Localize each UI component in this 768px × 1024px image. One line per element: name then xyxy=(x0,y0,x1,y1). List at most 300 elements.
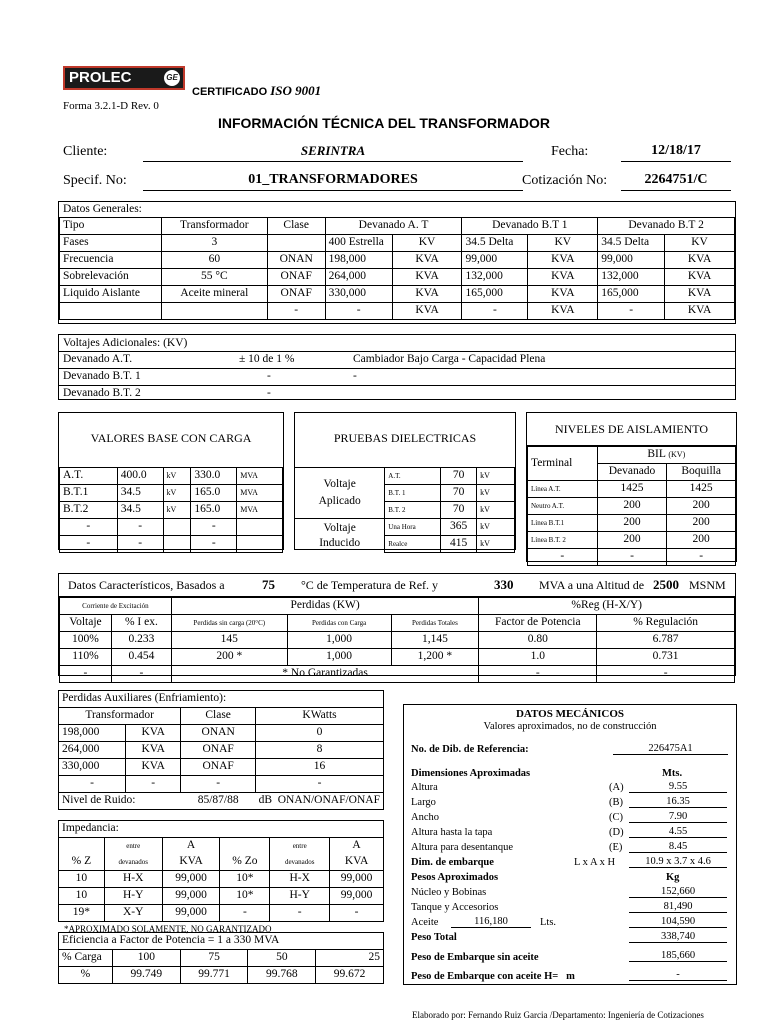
niveles-aislamiento-section xyxy=(526,412,737,562)
dim-row-label: Altura para desentanque xyxy=(411,842,514,853)
table-cell: KVA xyxy=(126,725,181,742)
valores-base-section xyxy=(58,412,284,550)
table-header: KVA xyxy=(330,854,384,871)
table-row xyxy=(60,666,735,683)
table-cell: 200 * xyxy=(171,649,287,666)
table-cell: Línea B.T.1 xyxy=(528,515,598,532)
table-cell: Devanado B.T. 1 xyxy=(63,370,141,382)
table-header-row xyxy=(60,598,735,615)
table-cell: - xyxy=(270,905,330,922)
eficiencia-title: Eficiencia a Factor de Potencia = 1 a 330 MVA xyxy=(59,933,384,950)
table-cell: 0.233 xyxy=(111,632,171,649)
ge-logo-icon: GE xyxy=(164,70,180,86)
table-cell: 0.731 xyxy=(597,649,735,666)
table-cell: - xyxy=(267,370,271,382)
table-cell: Liquido Aislante xyxy=(60,286,162,303)
table-cell: ONAF xyxy=(181,742,256,759)
table-header: KWatts xyxy=(256,708,384,725)
table-cell: 200 xyxy=(597,498,667,515)
altitud-value: 2500 xyxy=(653,577,679,592)
table-cell: KVA xyxy=(528,269,598,286)
con-aceite-value: - xyxy=(629,969,727,981)
datos-caracteristicos-section xyxy=(58,573,736,680)
table-header: KVA xyxy=(162,854,220,871)
table-cell: 1,145 xyxy=(391,632,479,649)
table-cell: Cambiador Bajo Carga - Capacidad Plena xyxy=(353,353,546,365)
table-cell: H-Y xyxy=(104,888,162,905)
table-row xyxy=(295,519,515,536)
impedancia-note: *APROXIMADO SOLAMENTE, NO GARANTIZADO xyxy=(64,924,272,934)
table-row xyxy=(60,286,735,303)
table-cell: - xyxy=(191,536,237,553)
mva-value: 330 xyxy=(494,577,514,592)
table-header: %Reg (H-X/Y) xyxy=(479,598,735,615)
table-header-row xyxy=(59,708,384,725)
dim-row-code: (B) xyxy=(609,797,623,808)
aceite-lts-value: 116,180 xyxy=(451,916,531,928)
table-cell: Sobrelevación xyxy=(60,269,162,286)
mts-label: Mts. xyxy=(662,768,683,779)
pesos-label: Pesos Aproximados xyxy=(411,872,499,883)
table-cell: 70 xyxy=(441,502,477,519)
dim-row-code: (C) xyxy=(609,812,623,823)
table-cell: - xyxy=(528,549,598,566)
table-cell: - xyxy=(117,519,163,536)
table-cell: KVA xyxy=(392,286,462,303)
peso-row-label: Tanque y Accesorios xyxy=(411,902,499,913)
cliente-value: SERINTRA xyxy=(143,143,523,162)
table-header xyxy=(59,838,105,855)
table-row xyxy=(528,498,736,515)
table-cell: KVA xyxy=(665,269,735,286)
table-cell: kV xyxy=(163,468,191,485)
table-row xyxy=(59,352,735,369)
table-cell: Línea A.T. xyxy=(528,481,598,498)
table-row xyxy=(59,821,384,838)
table-cell: 198,000 xyxy=(59,725,126,742)
table-cell: 99,000 xyxy=(162,871,220,888)
table-cell: 10* xyxy=(220,888,270,905)
table-cell: ± 10 de 1 % xyxy=(239,353,295,365)
table-cell: 1425 xyxy=(667,481,736,498)
table-cell: KVA xyxy=(392,303,462,320)
table-cell: kV xyxy=(477,468,515,485)
caracteristicos-title: Datos Característicos, Basados a xyxy=(68,578,225,592)
label-line: Voltaje xyxy=(323,478,356,490)
table-cell: KVA xyxy=(528,303,598,320)
table-cell: 1,000 xyxy=(287,649,391,666)
dim-label: Dimensiones Aproximadas xyxy=(411,768,531,779)
table-cell: Frecuencia xyxy=(60,252,162,269)
table-row xyxy=(528,532,736,549)
table-cell: - xyxy=(111,666,171,683)
table-cell: 145 xyxy=(171,632,287,649)
table-header: Corriente de Excitación xyxy=(60,598,172,615)
table-cell: - xyxy=(267,387,271,399)
label-line: Inducido xyxy=(319,536,361,549)
table-cell: 100% xyxy=(60,632,112,649)
table-cell xyxy=(163,519,191,536)
table-header: Clase xyxy=(267,218,325,235)
table-header-row xyxy=(59,854,384,871)
mecanicos-title: DATOS MECÁNICOS xyxy=(515,708,625,720)
datos-generales-title: Datos Generales: xyxy=(63,203,142,215)
table-cell: 330.0 xyxy=(191,468,237,485)
table-cell: X-Y xyxy=(104,905,162,922)
ruido-unit: dB xyxy=(258,794,272,807)
table-cell: Una Hora xyxy=(385,519,441,536)
table-header: Clase xyxy=(181,708,256,725)
voltaje-inducido-label xyxy=(295,519,385,553)
table-header: Devanado B.T 1 xyxy=(462,218,598,235)
table-header: Factor de Potencia xyxy=(479,615,597,632)
table-cell: Neutro A.T. xyxy=(528,498,598,515)
table-cell: 365 xyxy=(441,519,477,536)
cliente-label: Cliente: xyxy=(63,144,108,159)
dim-row-value: 16.35 xyxy=(629,796,727,808)
table-cell: 60 xyxy=(161,252,267,269)
table-cell: ONAN xyxy=(267,252,325,269)
table-cell: ONAF xyxy=(267,286,325,303)
table-cell: - xyxy=(598,303,665,320)
table-cell xyxy=(237,536,283,553)
dim-row-value: 9.55 xyxy=(629,781,727,793)
temp-value: 75 xyxy=(262,577,275,592)
ruido-label: Nivel de Ruido: xyxy=(59,793,181,810)
table-row xyxy=(60,536,283,553)
table-cell: 264,000 xyxy=(59,742,126,759)
caracteristicos-table xyxy=(59,597,735,683)
table-cell: 415 xyxy=(441,536,477,553)
table-row xyxy=(60,235,735,252)
table-cell: - xyxy=(353,370,357,382)
dim-row-value: 7.90 xyxy=(629,811,727,823)
pruebas-dielectricas-section xyxy=(294,412,516,550)
table-cell: 200 xyxy=(597,515,667,532)
table-cell: 132,000 xyxy=(598,269,665,286)
table-row xyxy=(60,252,735,269)
table-cell: 10 xyxy=(59,888,105,905)
table-cell: H-X xyxy=(104,871,162,888)
table-cell: 34.5 Delta xyxy=(598,235,665,252)
table-cell: - xyxy=(597,666,735,683)
table-row xyxy=(60,632,735,649)
table-cell: 1,000 xyxy=(287,632,391,649)
table-cell: 34.5 xyxy=(117,502,163,519)
table-header: entre xyxy=(104,838,162,855)
table-header: A xyxy=(162,838,220,855)
table-cell: 330,000 xyxy=(59,759,126,776)
table-row xyxy=(59,950,384,967)
table-cell: 165,000 xyxy=(598,286,665,303)
table-cell xyxy=(60,303,162,320)
table-row xyxy=(59,871,384,888)
dim-row-label: Altura xyxy=(411,782,438,793)
table-cell: B.T. 1 xyxy=(385,485,441,502)
peso-row-value: 152,660 xyxy=(629,886,727,898)
prolec-logo xyxy=(63,66,185,90)
table-header: A xyxy=(330,838,384,855)
ruido-class: ONAN/ONAF/ONAF xyxy=(277,794,380,807)
con-aceite-label xyxy=(411,971,575,982)
table-header-row xyxy=(59,838,384,855)
datos-generales-section xyxy=(58,201,736,324)
table-cell: KVA xyxy=(528,252,598,269)
table-cell: * No Garantizadas xyxy=(171,666,479,683)
bil-text: BIL xyxy=(647,448,666,461)
impedancia-title: Impedancia: xyxy=(59,821,384,838)
table-row xyxy=(59,759,384,776)
table-cell: Aceite mineral xyxy=(161,286,267,303)
ruido-value: 85/87/88 xyxy=(181,793,256,810)
table-cell: 400.0 xyxy=(117,468,163,485)
table-cell: 34.5 xyxy=(117,485,163,502)
table-row xyxy=(60,485,283,502)
table-cell xyxy=(161,303,267,320)
embarque-value: 10.9 x 3.7 x 4.6 xyxy=(629,856,727,868)
cotizacion-value: 2264751/C xyxy=(621,172,731,191)
table-row xyxy=(60,502,283,519)
table-cell: - xyxy=(267,303,325,320)
table-header: % I ex. xyxy=(111,615,171,632)
fecha-label: Fecha: xyxy=(551,144,589,159)
table-header: % Regulación xyxy=(597,615,735,632)
table-cell: KVA xyxy=(528,286,598,303)
auxiliares-title: Perdidas Auxiliares (Enfriamiento): xyxy=(59,691,384,708)
table-cell: kV xyxy=(163,485,191,502)
table-header: Devanado A. T xyxy=(325,218,462,235)
impedancia-section xyxy=(58,820,384,934)
dim-row-code: (E) xyxy=(609,842,623,853)
table-cell xyxy=(267,235,325,252)
table-header: % Z xyxy=(59,854,105,871)
table-cell: A.T. xyxy=(60,468,118,485)
bil-unit: (KV) xyxy=(668,450,686,460)
table-cell: 0 xyxy=(256,725,384,742)
table-cell: MVA xyxy=(237,502,283,519)
table-header: Voltaje xyxy=(60,615,112,632)
table-cell: 99,000 xyxy=(330,871,384,888)
table-cell: 100 xyxy=(112,950,180,967)
table-row xyxy=(59,386,735,402)
sin-aceite-label: Peso de Embarque sin aceite xyxy=(411,952,539,963)
dim-row-code: (A) xyxy=(609,782,624,793)
con-aceite-unit: m xyxy=(566,971,575,982)
table-header: Transformador xyxy=(59,708,181,725)
pruebas-table xyxy=(295,467,515,553)
fecha-value: 12/18/17 xyxy=(621,143,731,162)
table-cell: 200 xyxy=(667,498,736,515)
table-cell: 165.0 xyxy=(191,485,237,502)
table-cell: 1,200 * xyxy=(391,649,479,666)
total-value: 338,740 xyxy=(629,931,727,943)
impedancia-table xyxy=(58,820,384,922)
table-cell: - xyxy=(126,776,181,793)
table-cell: kV xyxy=(163,502,191,519)
aceite-kg-value: 104,590 xyxy=(629,916,727,928)
table-row xyxy=(295,468,515,485)
table-header: Perdidas con Carga xyxy=(287,615,391,632)
table-cell: - xyxy=(59,776,126,793)
table-header xyxy=(220,838,270,855)
table-cell: - xyxy=(479,666,597,683)
table-row xyxy=(60,649,735,666)
table-cell: 6.787 xyxy=(597,632,735,649)
table-cell: 200 xyxy=(597,532,667,549)
caracteristicos-title: °C de Temperatura de Ref. y xyxy=(301,578,439,592)
carga-label: % Carga xyxy=(59,950,113,967)
embarque-formula: L x A x H xyxy=(574,857,616,868)
table-cell: 264,000 xyxy=(325,269,392,286)
dim-row-code: (D) xyxy=(609,827,624,838)
table-row xyxy=(60,303,735,320)
table-cell: 1425 xyxy=(597,481,667,498)
table-row xyxy=(60,519,283,536)
table-cell: 50 xyxy=(248,950,316,967)
table-cell: 55 °C xyxy=(161,269,267,286)
datos-mecanicos-section xyxy=(403,704,737,985)
table-header-row xyxy=(60,615,735,632)
table-cell: 99.672 xyxy=(316,967,384,984)
table-cell: 70 xyxy=(441,485,477,502)
table-cell: - xyxy=(256,776,384,793)
table-cell: KVA xyxy=(665,252,735,269)
label-line: Aplicado xyxy=(318,495,361,507)
table-cell: 165,000 xyxy=(462,286,528,303)
perdidas-auxiliares-section xyxy=(58,690,384,810)
table-cell: 16 xyxy=(256,759,384,776)
table-cell: 0.80 xyxy=(479,632,597,649)
table-cell: - xyxy=(330,905,384,922)
table-row xyxy=(59,369,735,386)
table-cell: 10 xyxy=(59,871,105,888)
table-cell: kV xyxy=(477,536,515,553)
table-row xyxy=(60,468,283,485)
certificado-text: CERTIFICADO xyxy=(192,86,268,98)
dim-row-label: Largo xyxy=(411,797,436,808)
table-cell: KV xyxy=(665,235,735,252)
forma-label: Forma 3.2.1-D Rev. 0 xyxy=(63,100,159,112)
table-row xyxy=(59,793,384,810)
table-cell: 198,000 xyxy=(325,252,392,269)
table-cell: 0.454 xyxy=(111,649,171,666)
table-row xyxy=(528,549,736,566)
table-cell: ONAF xyxy=(181,759,256,776)
table-cell: 25 xyxy=(316,950,384,967)
table-cell: kV xyxy=(477,519,515,536)
dib-label: No. de Dib. de Referencia: xyxy=(411,744,529,755)
table-cell: MVA xyxy=(237,468,283,485)
table-header: Tipo xyxy=(60,218,162,235)
table-cell: H-Y xyxy=(270,888,330,905)
table-cell: H-X xyxy=(270,871,330,888)
mecanicos-subtitle: Valores aproximados, no de construcción xyxy=(483,721,657,732)
table-row xyxy=(528,481,736,498)
table-cell: - xyxy=(462,303,528,320)
table-cell: ONAN xyxy=(181,725,256,742)
table-cell: 165.0 xyxy=(191,502,237,519)
table-cell: 110% xyxy=(60,649,112,666)
table-cell: 99.749 xyxy=(112,967,180,984)
terminal-label: Terminal xyxy=(528,447,598,481)
table-cell: MVA xyxy=(237,485,283,502)
specif-label: Specif. No: xyxy=(63,173,127,188)
table-cell: - xyxy=(220,905,270,922)
table-header: devanados xyxy=(270,854,330,871)
table-row xyxy=(59,967,384,984)
table-cell: 99,000 xyxy=(598,252,665,269)
table-cell: KV xyxy=(528,235,598,252)
table-cell: 99,000 xyxy=(162,888,220,905)
table-cell: - xyxy=(667,549,736,566)
table-cell: B.T. 2 xyxy=(385,502,441,519)
bil-label xyxy=(597,447,735,464)
table-cell: ONAF xyxy=(267,269,325,286)
table-cell: - xyxy=(60,519,118,536)
niveles-table xyxy=(527,446,736,566)
table-row xyxy=(59,742,384,759)
table-header: % Zo xyxy=(220,854,270,871)
table-header: Devanado xyxy=(597,464,667,481)
table-cell: 19* xyxy=(59,905,105,922)
table-cell: KVA xyxy=(126,742,181,759)
pct-label: % xyxy=(59,967,113,984)
table-cell: KV xyxy=(392,235,462,252)
aceite-label: Aceite xyxy=(411,917,439,928)
table-cell: B.T.2 xyxy=(60,502,118,519)
logo-text: PROLEC xyxy=(69,69,132,86)
ruido-class-cell xyxy=(256,793,384,810)
caracteristicos-title: MSNM xyxy=(689,578,726,592)
table-cell: B.T.1 xyxy=(60,485,118,502)
table-header: Perdidas sin carga (20°C) xyxy=(171,615,287,632)
table-cell: A.T. xyxy=(385,468,441,485)
peso-row-value: 81,490 xyxy=(629,901,727,913)
table-header: entre xyxy=(270,838,330,855)
voltajes-adicionales-section xyxy=(58,334,736,400)
table-cell: 330,000 xyxy=(325,286,392,303)
table-cell: 99,000 xyxy=(162,905,220,922)
footer-elaborado: Elaborado por: Fernando Ruiz Garcia /Departamento: Ingeniería de Cotizaciones xyxy=(412,1010,704,1020)
table-cell: 3 xyxy=(161,235,267,252)
table-row xyxy=(59,888,384,905)
table-header: Devanado B.T 2 xyxy=(598,218,735,235)
table-cell: 70 xyxy=(441,468,477,485)
table-cell: KVA xyxy=(665,286,735,303)
table-row xyxy=(59,933,384,950)
table-cell: 400 Estrella xyxy=(325,235,392,252)
niveles-title: NIVELES DE AISLAMIENTO xyxy=(527,413,736,446)
table-cell: KVA xyxy=(392,269,462,286)
table-cell: Realce xyxy=(385,536,441,553)
pruebas-title: PRUEBAS DIELECTRICAS xyxy=(333,431,477,445)
dim-row-label: Altura hasta la tapa xyxy=(411,827,493,838)
table-header: Transformador xyxy=(161,218,267,235)
voltaje-aplicado-label xyxy=(295,468,385,519)
sin-aceite-value: 185,660 xyxy=(629,950,727,962)
eficiencia-table xyxy=(58,932,384,984)
table-cell: - xyxy=(60,536,118,553)
iso-text: ISO 9001 xyxy=(270,83,322,98)
table-cell: - xyxy=(60,666,112,683)
specif-value: 01_TRANSFORMADORES xyxy=(143,172,523,191)
table-cell: kV xyxy=(477,502,515,519)
voltajes-title: Voltajes Adicionales: (KV) xyxy=(59,335,735,352)
auxiliares-table xyxy=(58,690,384,810)
eficiencia-section xyxy=(58,932,384,984)
table-cell: 99.771 xyxy=(180,967,248,984)
table-header: Perdidas (KW) xyxy=(171,598,479,615)
